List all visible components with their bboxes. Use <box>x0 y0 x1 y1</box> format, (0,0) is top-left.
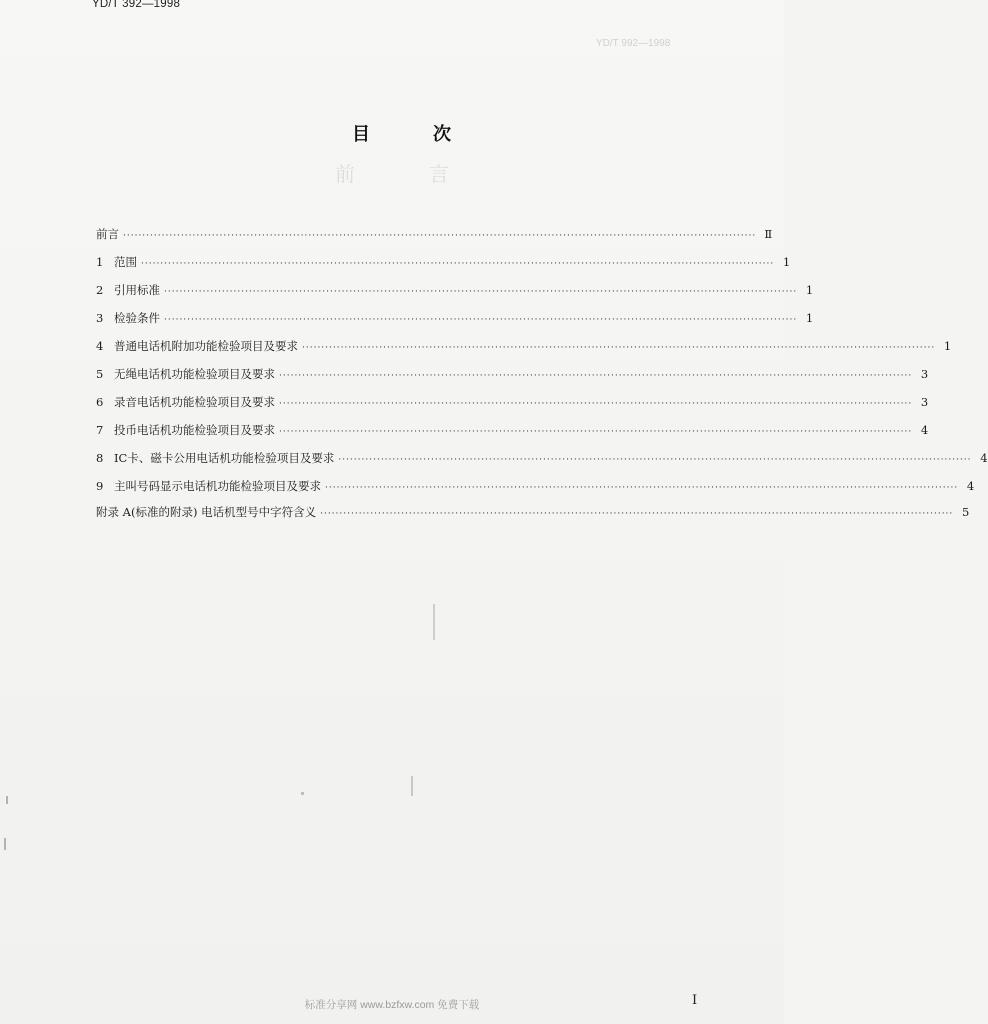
toc-entry-label: 范围 <box>114 255 137 269</box>
page-number: I <box>692 993 698 1008</box>
toc-entry-page: 1 <box>805 311 814 325</box>
toc-entry-label: IC卡、磁卡公用电话机功能检验项目及要求 <box>114 451 335 465</box>
scan-speck <box>433 604 435 640</box>
toc-leader-dots: ···································································································································································· <box>325 483 959 493</box>
toc-entry[interactable] <box>96 338 952 358</box>
toc-leader-dots: ···································································································································································· <box>123 231 757 241</box>
scan-speck <box>301 792 304 795</box>
toc-entry-label: 附录 A(标准的附录) 电话机型号中字符含义 <box>96 505 317 519</box>
toc-leader-dots: ···································································································································································· <box>279 427 913 437</box>
toc-leader-dots: ···································································································································································· <box>338 455 972 465</box>
toc-entry[interactable] <box>96 310 814 330</box>
bleed-through-code: YD/T 992—1998 <box>596 38 671 49</box>
toc-entry-page: 4 <box>966 479 975 493</box>
toc-entry-page: 4 <box>980 451 988 465</box>
toc-entry[interactable] <box>96 226 773 246</box>
toc-entry[interactable] <box>96 504 970 524</box>
toc-title: 目次 <box>352 124 514 145</box>
toc-entry-page: 4 <box>920 423 929 437</box>
toc-entry-number: 9 <box>96 479 104 493</box>
toc-entry-label: 无绳电话机功能检验项目及要求 <box>114 367 275 381</box>
toc-leader-dots: ···································································································································································· <box>302 343 936 353</box>
toc-entry-page: 3 <box>920 395 929 409</box>
bleed-through-title: 前言 <box>335 162 523 186</box>
toc-entry-number: 7 <box>96 423 104 437</box>
toc-entry-label: 检验条件 <box>114 311 160 325</box>
toc-leader-dots: ···································································································································································· <box>164 287 798 297</box>
toc-entry-number: 3 <box>96 311 104 325</box>
toc-entry[interactable] <box>96 422 929 442</box>
scan-speck <box>411 776 413 796</box>
toc-leader-dots: ···································································································································································· <box>279 399 913 409</box>
toc-entry-number: 2 <box>96 283 104 297</box>
download-watermark: 标准分享网 www.bzfxw.com 免费下载 <box>304 999 480 1011</box>
toc-entry[interactable] <box>96 254 791 274</box>
toc-entry[interactable] <box>96 366 929 386</box>
toc-entry[interactable] <box>96 450 988 470</box>
document-code: YD/T 392—1998 <box>92 0 181 10</box>
toc-leader-dots: ···································································································································································· <box>141 259 775 269</box>
toc-entry-label: 投币电话机功能检验项目及要求 <box>114 423 275 437</box>
toc-leader-dots: ···································································································································································· <box>279 371 913 381</box>
toc-leader-dots: ···································································································································································· <box>320 509 954 519</box>
toc-leader-dots: ···································································································································································· <box>164 315 798 325</box>
toc-entry-label: 主叫号码显示电话机功能检验项目及要求 <box>114 479 321 493</box>
scan-speck <box>6 796 8 804</box>
toc-entry-label: 前言 <box>96 227 119 241</box>
toc-entry-label: 录音电话机功能检验项目及要求 <box>114 395 275 409</box>
toc-entry-page: 1 <box>805 283 814 297</box>
scan-speck <box>4 838 6 850</box>
toc-entry-page: 3 <box>920 367 929 381</box>
toc-entry-number: 8 <box>96 451 104 465</box>
toc-entry-number: 4 <box>96 339 104 353</box>
toc-entry-page: Ⅱ <box>764 227 773 241</box>
toc-entry-number: 1 <box>96 255 104 269</box>
toc-entry[interactable] <box>96 478 975 498</box>
toc-entry-page: 1 <box>782 255 791 269</box>
toc-entry-number: 6 <box>96 395 104 409</box>
toc-entry[interactable] <box>96 282 814 302</box>
toc-entry-number: 5 <box>96 367 104 381</box>
toc-entry-label: 普通电话机附加功能检验项目及要求 <box>114 339 298 353</box>
toc-entry-page: 5 <box>961 505 970 519</box>
toc-entry-page: 1 <box>943 339 952 353</box>
toc-entry-label: 引用标准 <box>114 283 160 297</box>
toc-entry[interactable] <box>96 394 929 414</box>
